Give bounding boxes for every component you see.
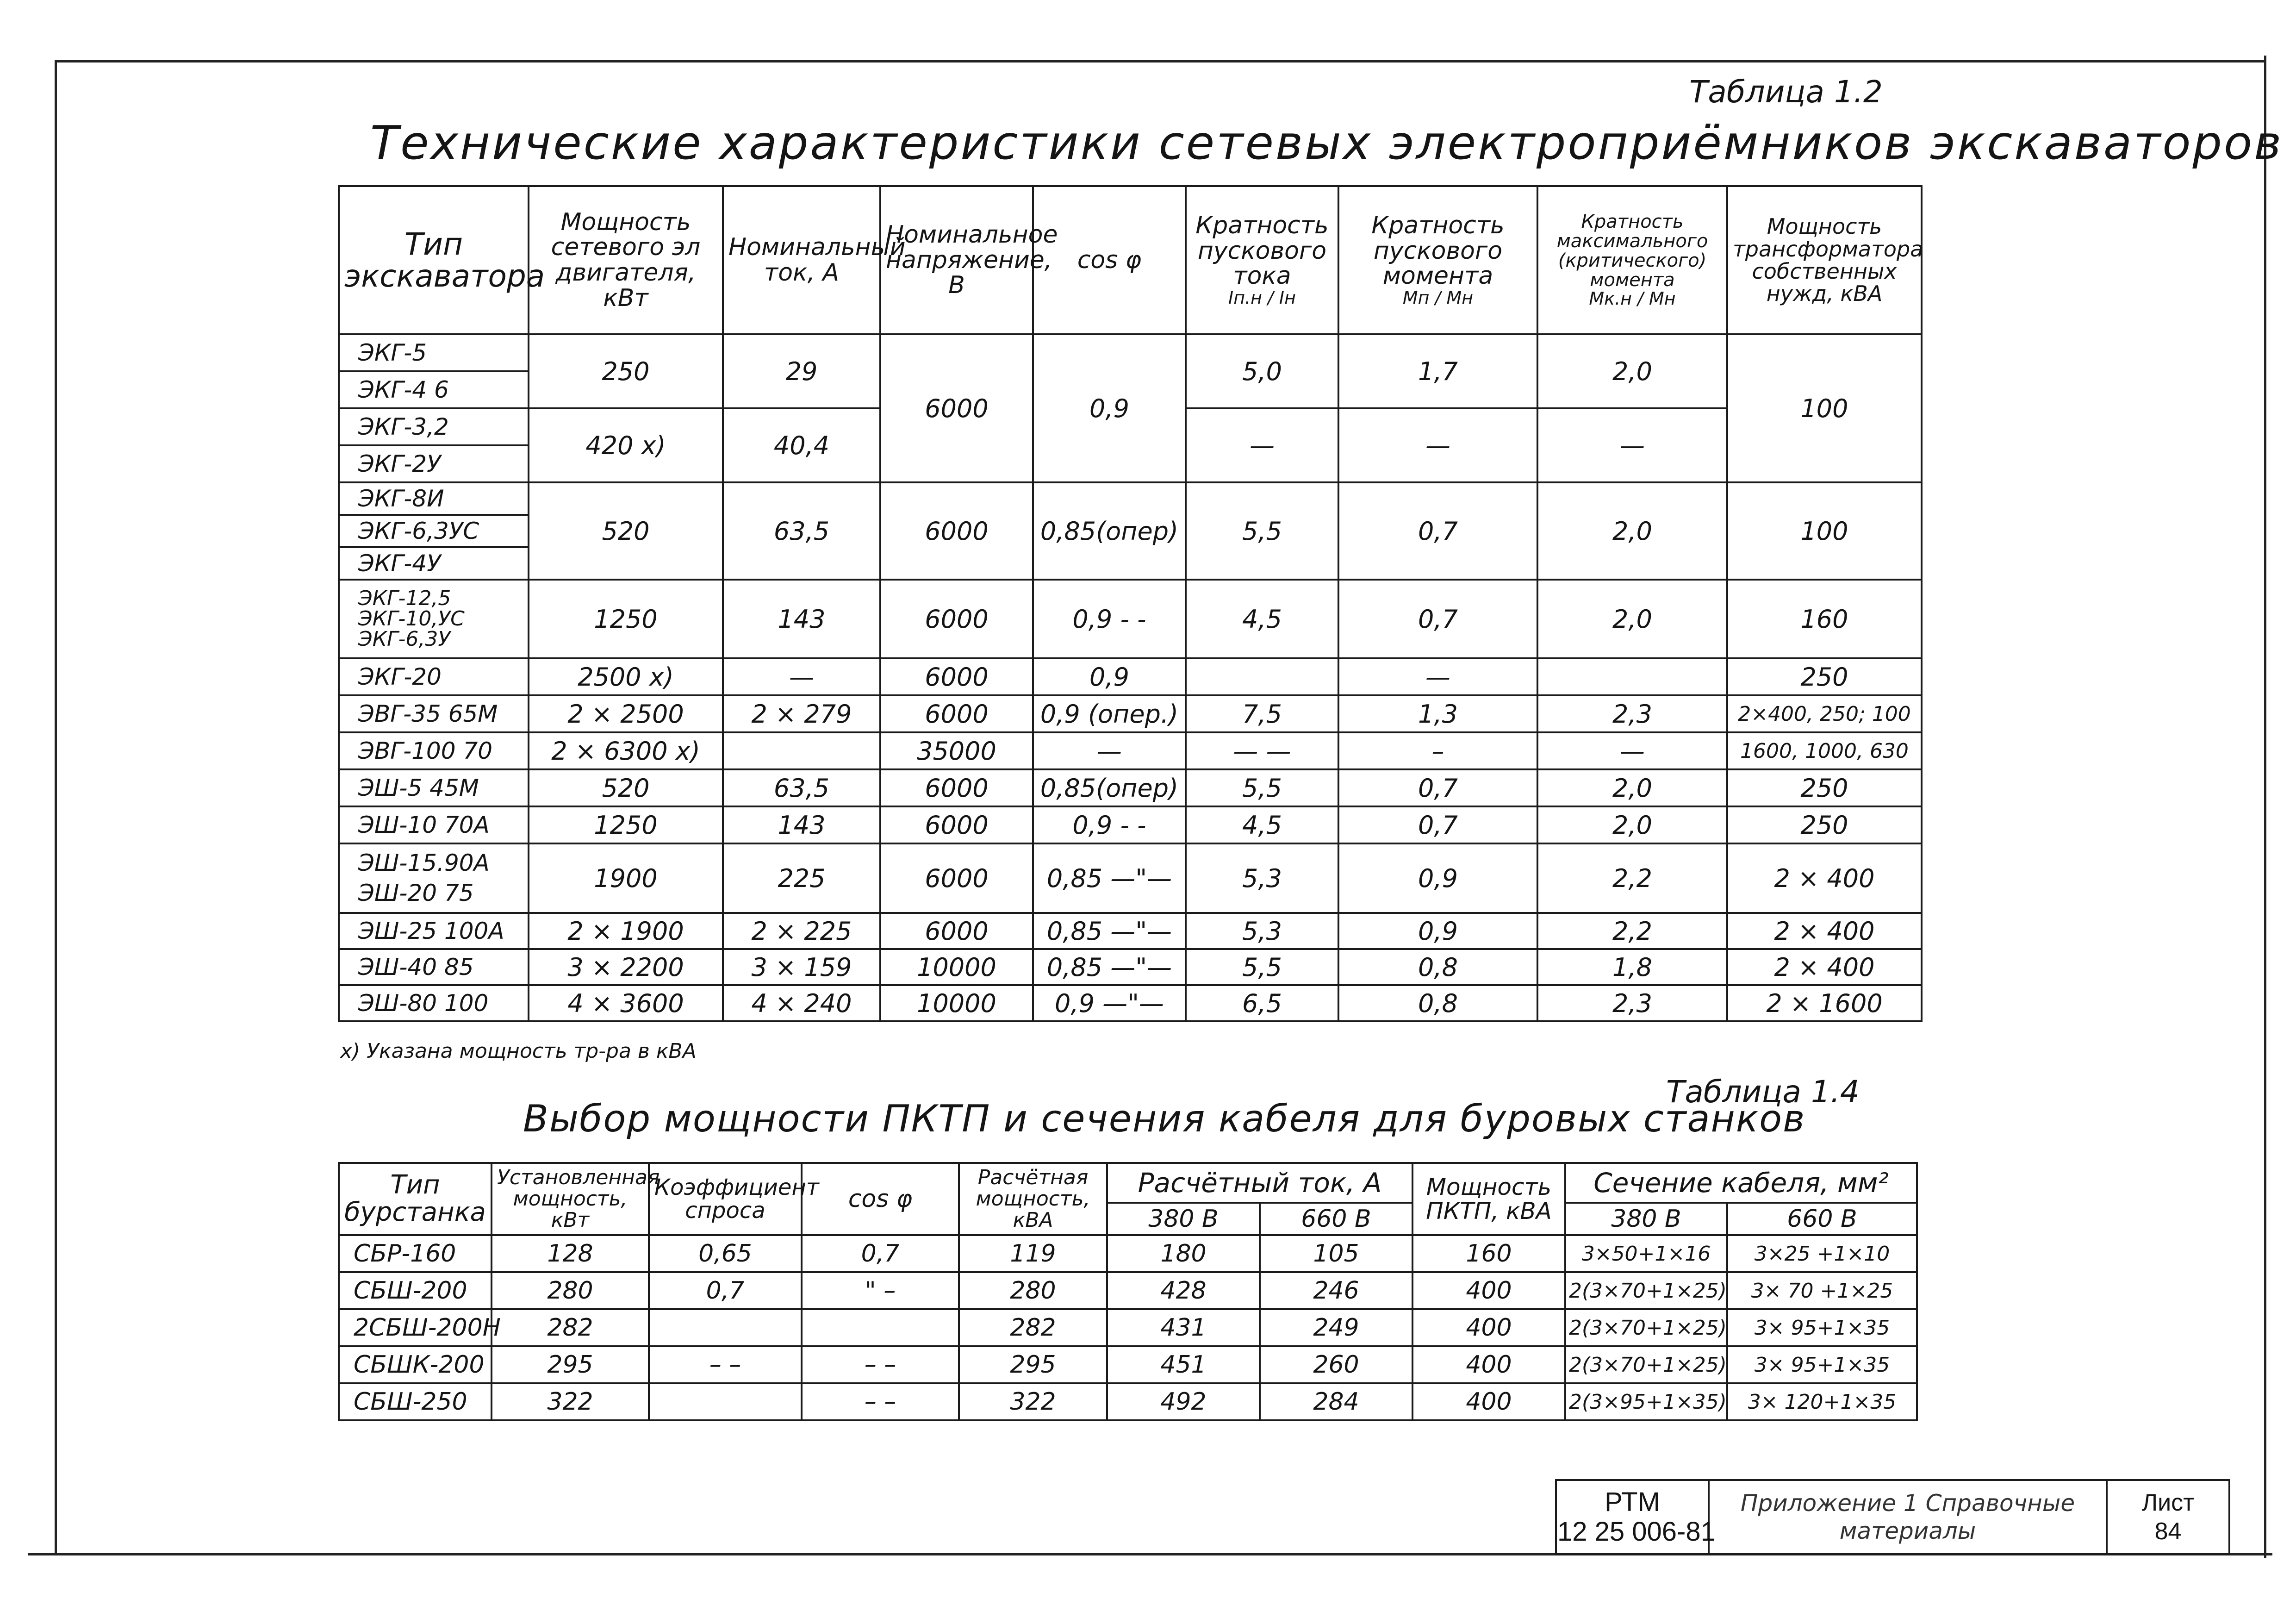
- cell-power: 2 × 2500: [529, 695, 723, 732]
- cell-type: ЭКГ-4 6: [339, 371, 529, 408]
- cell-current: 143: [723, 580, 880, 658]
- cell-start-moment: 0,7: [1338, 806, 1537, 843]
- table-row: [339, 769, 1922, 806]
- table-row: [339, 1272, 1917, 1309]
- cell-cable-380: 2(3×70+1×25): [1565, 1309, 1727, 1346]
- document-code-line1: РТМ: [1605, 1487, 1660, 1518]
- cell-voltage: 6000: [880, 913, 1033, 949]
- cell-start-moment: 0,8: [1338, 949, 1537, 985]
- cell-type: ЭШ-10 70А: [339, 806, 529, 843]
- cell-current-380: 431: [1107, 1309, 1260, 1346]
- cell-cos: 0,9 - -: [1033, 806, 1186, 843]
- header-calc-power: Расчётная мощность, кВА: [959, 1163, 1107, 1235]
- header-max-moment: [1537, 186, 1727, 334]
- cell-voltage: 35000: [880, 732, 1033, 769]
- cell-power: 420 x): [529, 408, 723, 482]
- cell-start-moment: –: [1338, 732, 1537, 769]
- cell-transformer: 250: [1727, 658, 1922, 695]
- header-start-current-text: Кратность пускового тока: [1195, 212, 1329, 290]
- cell-transformer: 2 × 400: [1727, 913, 1922, 949]
- cell-cable-660: 3× 70 +1×25: [1727, 1272, 1917, 1309]
- cell-voltage: 6000: [880, 695, 1033, 732]
- cell-start-moment: 1,3: [1338, 695, 1537, 732]
- cell-max-moment: 2,0: [1537, 482, 1727, 580]
- cell-voltage: 6000: [880, 769, 1033, 806]
- cell-type: ЭШ-25 100А: [339, 913, 529, 949]
- header-cos: cos φ: [1033, 186, 1186, 334]
- header-current-660: 660 В: [1260, 1203, 1412, 1235]
- cell-current-660: 246: [1260, 1272, 1412, 1309]
- table-row: [339, 695, 1922, 732]
- cell-current: 29: [723, 334, 880, 408]
- cell-pktp: 400: [1412, 1272, 1565, 1309]
- cell-cos: 0,85(опер): [1033, 482, 1186, 580]
- cell-start-moment: —: [1338, 408, 1537, 482]
- cell-max-moment: 2,2: [1537, 843, 1727, 913]
- header-start-current: [1186, 186, 1338, 334]
- cell-start-current: 6,5: [1186, 985, 1338, 1021]
- cell-cos: 0,9: [1033, 658, 1186, 695]
- cell-current: 63,5: [723, 482, 880, 580]
- header-cos: cos φ: [802, 1163, 959, 1235]
- table-row: [339, 843, 1922, 913]
- cell-max-moment: 2,0: [1537, 769, 1727, 806]
- cell-installed: 295: [492, 1346, 649, 1383]
- cell-start-moment: 0,7: [1338, 580, 1537, 658]
- cell-rig-type: СБШК-200: [339, 1346, 492, 1383]
- cell-cos: 0,9 - -: [1033, 580, 1186, 658]
- table-row: [339, 1346, 1917, 1383]
- header-cable-660: 660 В: [1727, 1203, 1917, 1235]
- table12-label: Таблица 1.2: [1689, 74, 1883, 110]
- title-block-row: [1556, 1480, 2229, 1554]
- cell-current-380: 451: [1107, 1346, 1260, 1383]
- cell-start-current: — —: [1186, 732, 1338, 769]
- cell-voltage: 6000: [880, 843, 1033, 913]
- cell-max-moment: 2,0: [1537, 334, 1727, 408]
- cell-cos: 0,9: [1033, 334, 1186, 482]
- cell-current: [723, 732, 880, 769]
- header-installed-power: Установленная мощность, кВт: [492, 1163, 649, 1235]
- cell-start-moment: 0,9: [1338, 843, 1537, 913]
- cell-calc-power: 280: [959, 1272, 1107, 1309]
- table-row: [339, 658, 1922, 695]
- cell-cos: 0,85 —"—: [1033, 949, 1186, 985]
- cell-voltage: 6000: [880, 334, 1033, 482]
- cell-current: 4 × 240: [723, 985, 880, 1021]
- header-start-moment-ratio: Мп / Мн: [1402, 287, 1474, 308]
- cell-start-current: [1186, 658, 1338, 695]
- cell-current: 225: [723, 843, 880, 913]
- cell-max-moment: [1537, 658, 1727, 695]
- cell-transformer: 250: [1727, 806, 1922, 843]
- cell-cos: 0,9 (опер.): [1033, 695, 1186, 732]
- cell-power: 250: [529, 334, 723, 408]
- cell-cos: —: [1033, 732, 1186, 769]
- cell-start-current: 5,5: [1186, 482, 1338, 580]
- header-type: Тип экскаватора: [339, 186, 529, 334]
- cell-current: 40,4: [723, 408, 880, 482]
- cell-type: ЭКГ-12,5 ЭКГ-10,УС ЭКГ-6,3У: [339, 580, 529, 658]
- cell-start-moment: 0,8: [1338, 985, 1537, 1021]
- table-row: [339, 1383, 1917, 1420]
- cell-cos: – –: [802, 1346, 959, 1383]
- cell-current: 2 × 225: [723, 913, 880, 949]
- cell-power: 2 × 1900: [529, 913, 723, 949]
- cell-power: 1250: [529, 806, 723, 843]
- cell-transformer: 2 × 400: [1727, 949, 1922, 985]
- header-demand-coef: Коэффициент спроса: [649, 1163, 802, 1235]
- cell-coef: [649, 1309, 802, 1346]
- document-description-line2: материалы: [1839, 1518, 1976, 1544]
- document-description: [1709, 1480, 2107, 1554]
- cell-cable-660: 3× 95+1×35: [1727, 1309, 1917, 1346]
- cell-installed: 322: [492, 1383, 649, 1420]
- cell-current-380: 180: [1107, 1235, 1260, 1272]
- cell-start-current: 4,5: [1186, 580, 1338, 658]
- cell-voltage: 6000: [880, 482, 1033, 580]
- cell-start-current: 5,3: [1186, 913, 1338, 949]
- sheet-label: Лист: [2142, 1489, 2194, 1516]
- cell-type: ЭКГ-2У: [339, 445, 529, 482]
- table-row: [339, 334, 1922, 371]
- header-max-moment-text: Кратность максимального (критического) момента: [1556, 211, 1708, 291]
- cell-start-current: 7,5: [1186, 695, 1338, 732]
- header-rig-type: Тип бурстанка: [339, 1163, 492, 1235]
- table12-header-row: [339, 186, 1922, 334]
- cell-power: 2 × 6300 x): [529, 732, 723, 769]
- cell-transformer: 2×400, 250; 100: [1727, 695, 1922, 732]
- header-voltage: Номинальное напряжение, В: [880, 186, 1033, 334]
- cell-pktp: 400: [1412, 1346, 1565, 1383]
- cell-calc-power: 119: [959, 1235, 1107, 1272]
- header-start-moment-text: Кратность пускового момента: [1371, 212, 1505, 290]
- cell-current-380: 428: [1107, 1272, 1260, 1309]
- cell-power: 4 × 3600: [529, 985, 723, 1021]
- table-row: [339, 482, 1922, 515]
- cell-cos: – –: [802, 1383, 959, 1420]
- cell-current-660: 249: [1260, 1309, 1412, 1346]
- cell-type: ЭВГ-100 70: [339, 732, 529, 769]
- cell-coef: [649, 1383, 802, 1420]
- cell-rig-type: СБШ-200: [339, 1272, 492, 1309]
- cell-type: ЭШ-15.90А ЭШ-20 75: [339, 843, 529, 913]
- cell-transformer: 160: [1727, 580, 1922, 658]
- table12: [338, 185, 1923, 1022]
- cell-cable-660: 3× 95+1×35: [1727, 1346, 1917, 1383]
- cell-current-660: 260: [1260, 1346, 1412, 1383]
- cell-max-moment: 2,0: [1537, 806, 1727, 843]
- frame-right-line: [2264, 56, 2266, 1558]
- cell-max-moment: 2,0: [1537, 580, 1727, 658]
- cell-cos: " –: [802, 1272, 959, 1309]
- document-code: [1556, 1480, 1716, 1554]
- cell-cos: 0,85 —"—: [1033, 843, 1186, 913]
- cell-current-660: 284: [1260, 1383, 1412, 1420]
- cell-cos: 0,85(опер): [1033, 769, 1186, 806]
- header-start-moment: [1338, 186, 1537, 334]
- cell-rig-type: СБР-160: [339, 1235, 492, 1272]
- cell-start-current: 5,3: [1186, 843, 1338, 913]
- cell-max-moment: —: [1537, 732, 1727, 769]
- cell-coef: – –: [649, 1346, 802, 1383]
- cell-current-380: 492: [1107, 1383, 1260, 1420]
- table-row: [339, 580, 1922, 658]
- cell-cos: 0,85 —"—: [1033, 913, 1186, 949]
- table14: [338, 1162, 1918, 1421]
- cell-max-moment: —: [1537, 408, 1727, 482]
- cell-power: 1900: [529, 843, 723, 913]
- cell-voltage: 6000: [880, 580, 1033, 658]
- cell-voltage: 10000: [880, 949, 1033, 985]
- cell-cable-380: 2(3×70+1×25): [1565, 1272, 1727, 1309]
- cell-power: 520: [529, 482, 723, 580]
- cell-pktp: 400: [1412, 1383, 1565, 1420]
- cell-power: 3 × 2200: [529, 949, 723, 985]
- sheet-number-cell: [2107, 1480, 2229, 1554]
- cell-power: 520: [529, 769, 723, 806]
- cell-coef: 0,65: [649, 1235, 802, 1272]
- table14-title: Выбор мощности ПКТП и сечения кабеля для буровых станков: [523, 1097, 1806, 1140]
- table-row: [339, 985, 1922, 1021]
- cell-installed: 280: [492, 1272, 649, 1309]
- table-row: [339, 732, 1922, 769]
- header-max-moment-ratio: Мк.н / Мн: [1589, 288, 1676, 309]
- header-pktp-power: Мощность ПКТП, кВА: [1412, 1163, 1565, 1235]
- cell-transformer: 250: [1727, 769, 1922, 806]
- cell-type: ЭКГ-4У: [339, 547, 529, 580]
- title-block: [1555, 1479, 2230, 1555]
- cell-coef: 0,7: [649, 1272, 802, 1309]
- cell-type: ЭШ-40 85: [339, 949, 529, 985]
- table-row: [339, 806, 1922, 843]
- cell-start-current: 5,5: [1186, 949, 1338, 985]
- cell-cos: 0,9 —"—: [1033, 985, 1186, 1021]
- cell-voltage: 6000: [880, 806, 1033, 843]
- cell-max-moment: 2,2: [1537, 913, 1727, 949]
- header-start-current-ratio: Iп.н / Iн: [1228, 287, 1296, 308]
- cell-current: —: [723, 658, 880, 695]
- cell-start-current: —: [1186, 408, 1338, 482]
- cell-pktp: 160: [1412, 1235, 1565, 1272]
- cell-installed: 128: [492, 1235, 649, 1272]
- cell-type: ЭКГ-5: [339, 334, 529, 371]
- header-cable-section: Сечение кабеля, мм²: [1565, 1163, 1917, 1203]
- cell-type: ЭШ-5 45М: [339, 769, 529, 806]
- cell-rig-type: СБШ-250: [339, 1383, 492, 1420]
- cell-start-current: 5,5: [1186, 769, 1338, 806]
- table12-title: Технические характеристики сетевых электроприёмников экскаваторов: [370, 116, 2284, 170]
- cell-type: ЭКГ-20: [339, 658, 529, 695]
- header-power: Мощность сетевого эл двигателя, кВт: [529, 186, 723, 334]
- cell-pktp: 400: [1412, 1309, 1565, 1346]
- cell-current: 143: [723, 806, 880, 843]
- cell-calc-power: 322: [959, 1383, 1107, 1420]
- cell-current: 2 × 279: [723, 695, 880, 732]
- cell-start-current: 4,5: [1186, 806, 1338, 843]
- cell-voltage: 6000: [880, 658, 1033, 695]
- cell-type: ЭКГ-3,2: [339, 408, 529, 445]
- table-row: [339, 949, 1922, 985]
- cell-calc-power: 282: [959, 1309, 1107, 1346]
- cell-start-moment: 0,9: [1338, 913, 1537, 949]
- cell-cable-380: 2(3×70+1×25): [1565, 1346, 1727, 1383]
- table-row: [339, 913, 1922, 949]
- header-calc-current: Расчётный ток, А: [1107, 1163, 1412, 1203]
- document-description-line1: Приложение 1 Справочные: [1740, 1490, 2075, 1517]
- sheet-number: 84: [2154, 1518, 2182, 1545]
- table-row: [339, 1235, 1917, 1272]
- cell-type: ЭШ-80 100: [339, 985, 529, 1021]
- cell-power: 1250: [529, 580, 723, 658]
- cell-current: 3 × 159: [723, 949, 880, 985]
- cell-max-moment: 1,8: [1537, 949, 1727, 985]
- cell-transformer: 1600, 1000, 630: [1727, 732, 1922, 769]
- cell-cos: 0,7: [802, 1235, 959, 1272]
- cell-start-moment: 1,7: [1338, 334, 1537, 408]
- cell-type: ЭВГ-35 65М: [339, 695, 529, 732]
- cell-power: 2500 x): [529, 658, 723, 695]
- header-current-380: 380 В: [1107, 1203, 1260, 1235]
- table14-header-row: [339, 1163, 1917, 1203]
- cell-max-moment: 2,3: [1537, 695, 1727, 732]
- cell-transformer: 2 × 400: [1727, 843, 1922, 913]
- header-transformer: Мощность трансформатора собственных нужд, кВА: [1727, 186, 1922, 334]
- cell-cos: [802, 1309, 959, 1346]
- cell-start-moment: 0,7: [1338, 482, 1537, 580]
- table-row: [339, 1309, 1917, 1346]
- cell-cable-380: 3×50+1×16: [1565, 1235, 1727, 1272]
- table12-footnote: x) Указана мощность тр-ра в кВА: [340, 1039, 697, 1063]
- document-code-line2: 12 25 006-81: [1557, 1517, 1716, 1547]
- cell-voltage: 10000: [880, 985, 1033, 1021]
- cell-start-current: 5,0: [1186, 334, 1338, 408]
- cell-start-moment: 0,7: [1338, 769, 1537, 806]
- cell-installed: 282: [492, 1309, 649, 1346]
- cell-cable-380: 2(3×95+1×35): [1565, 1383, 1727, 1420]
- cell-type: ЭКГ-6,3УС: [339, 515, 529, 547]
- cell-max-moment: 2,3: [1537, 985, 1727, 1021]
- cell-current-660: 105: [1260, 1235, 1412, 1272]
- cell-current: 63,5: [723, 769, 880, 806]
- cell-start-moment: —: [1338, 658, 1537, 695]
- cell-rig-type: 2СБШ-200Н: [339, 1309, 492, 1346]
- cell-transformer: 100: [1727, 482, 1922, 580]
- cell-transformer: 100: [1727, 334, 1922, 482]
- cell-transformer: 2 × 1600: [1727, 985, 1922, 1021]
- cell-type: ЭКГ-8И: [339, 482, 529, 515]
- cell-cable-660: 3×25 +1×10: [1727, 1235, 1917, 1272]
- header-cable-380: 380 В: [1565, 1203, 1727, 1235]
- header-current: Номинальный ток, А: [723, 186, 880, 334]
- cell-calc-power: 295: [959, 1346, 1107, 1383]
- table14-label: Таблица 1.4: [1666, 1074, 1860, 1110]
- cell-cable-660: 3× 120+1×35: [1727, 1383, 1917, 1420]
